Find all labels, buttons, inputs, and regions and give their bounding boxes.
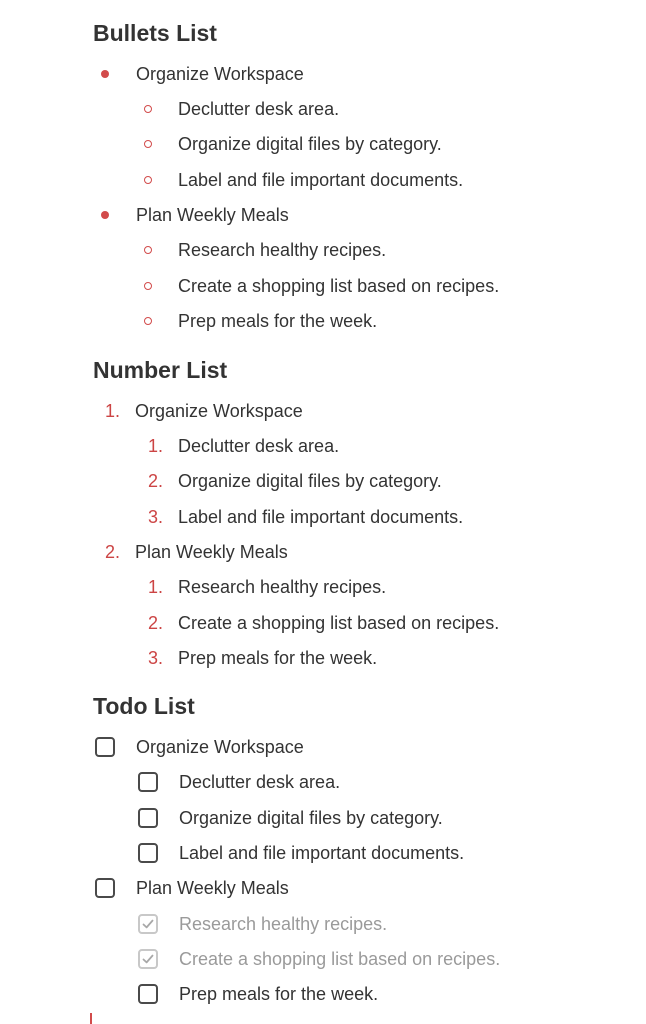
bullet-item[interactable] <box>101 200 289 230</box>
checkbox-icon[interactable] <box>95 737 115 757</box>
bullet-subitem[interactable] <box>144 129 442 159</box>
bullet-subitem-text: Create a shopping list based on recipes. <box>178 276 500 296</box>
bullet-item[interactable] <box>101 59 304 89</box>
checkbox-checked-icon[interactable] <box>138 949 158 969</box>
todo-subitem-text: Research healthy recipes. <box>179 914 388 934</box>
number-marker: 1. <box>105 401 121 421</box>
todo-subitem[interactable] <box>138 803 443 833</box>
number-marker: 1. <box>148 577 164 597</box>
todo-subitem-text: Prep meals for the week. <box>179 984 379 1004</box>
checkbox-icon[interactable] <box>138 772 158 792</box>
number-subitem-text: Create a shopping list based on recipes. <box>178 613 500 633</box>
checkmark-icon <box>141 917 155 931</box>
bullet-circle-icon <box>144 176 152 184</box>
todo-subitem-text: Organize digital files by category. <box>179 808 443 828</box>
todo-subitem-done[interactable] <box>138 909 387 939</box>
bullet-subitem[interactable] <box>144 235 386 265</box>
checkmark-icon <box>141 952 155 966</box>
bullet-circle-icon <box>144 282 152 290</box>
number-subitem[interactable] <box>148 431 339 461</box>
todo-subitem-done[interactable] <box>138 944 500 974</box>
number-marker: 2. <box>105 542 121 562</box>
todo-item-text: Plan Weekly Meals <box>136 878 289 898</box>
bullet-disc-icon <box>101 211 109 219</box>
number-subitem-text: Declutter desk area. <box>178 436 340 456</box>
checkbox-icon[interactable] <box>138 843 158 863</box>
number-item[interactable] <box>105 537 288 567</box>
number-item-text: Plan Weekly Meals <box>135 542 288 562</box>
bullet-circle-icon <box>144 105 152 113</box>
text-cursor <box>90 1013 92 1024</box>
number-subitem-text: Research healthy recipes. <box>178 577 387 597</box>
number-item-text: Organize Workspace <box>135 401 303 421</box>
number-subitem-text: Label and file important documents. <box>178 507 464 527</box>
number-subitem[interactable] <box>148 608 499 638</box>
number-marker: 2. <box>148 471 164 491</box>
todo-subitem-text: Label and file important documents. <box>179 843 465 863</box>
todo-subitem[interactable] <box>138 767 340 797</box>
number-subitem-text: Organize digital files by category. <box>178 471 442 491</box>
bullet-subitem[interactable] <box>144 165 463 195</box>
checkbox-checked-icon[interactable] <box>138 914 158 934</box>
bullet-subitem[interactable] <box>144 306 377 336</box>
todo-item[interactable] <box>95 873 289 903</box>
number-subitem[interactable] <box>148 572 386 602</box>
bullet-circle-icon <box>144 317 152 325</box>
checkbox-icon[interactable] <box>95 878 115 898</box>
bullet-subitem-text: Declutter desk area. <box>178 99 340 119</box>
bullets-list-heading[interactable]: Bullets List <box>93 20 217 46</box>
todo-list-heading[interactable]: Todo List <box>93 693 195 719</box>
checkbox-icon[interactable] <box>138 984 158 1004</box>
todo-subitem-text: Create a shopping list based on recipes. <box>179 949 501 969</box>
number-marker: 3. <box>148 507 164 527</box>
number-list-heading[interactable]: Number List <box>93 357 228 383</box>
todo-subitem-text: Declutter desk area. <box>179 772 341 792</box>
number-marker: 2. <box>148 613 164 633</box>
bullet-item-text: Organize Workspace <box>136 64 304 84</box>
bullet-circle-icon <box>144 140 152 148</box>
number-subitem-text: Prep meals for the week. <box>178 648 378 668</box>
bullet-subitem-text: Prep meals for the week. <box>178 311 378 331</box>
bullet-subitem-text: Organize digital files by category. <box>178 134 442 154</box>
number-subitem[interactable] <box>148 643 377 673</box>
bullet-subitem[interactable] <box>144 94 339 124</box>
todo-subitem[interactable] <box>138 838 464 868</box>
number-subitem[interactable] <box>148 502 463 532</box>
bullet-subitem[interactable] <box>144 271 499 301</box>
bullet-disc-icon <box>101 70 109 78</box>
bullet-subitem-text: Research healthy recipes. <box>178 240 387 260</box>
todo-item[interactable] <box>95 732 304 762</box>
number-marker: 3. <box>148 648 164 668</box>
number-item[interactable] <box>105 396 303 426</box>
bullet-subitem-text: Label and file important documents. <box>178 170 464 190</box>
number-subitem[interactable] <box>148 466 442 496</box>
todo-item-text: Organize Workspace <box>136 737 304 757</box>
bullet-circle-icon <box>144 246 152 254</box>
number-marker: 1. <box>148 436 164 456</box>
checkbox-icon[interactable] <box>138 808 158 828</box>
bullet-item-text: Plan Weekly Meals <box>136 205 289 225</box>
todo-subitem[interactable] <box>138 979 378 1009</box>
